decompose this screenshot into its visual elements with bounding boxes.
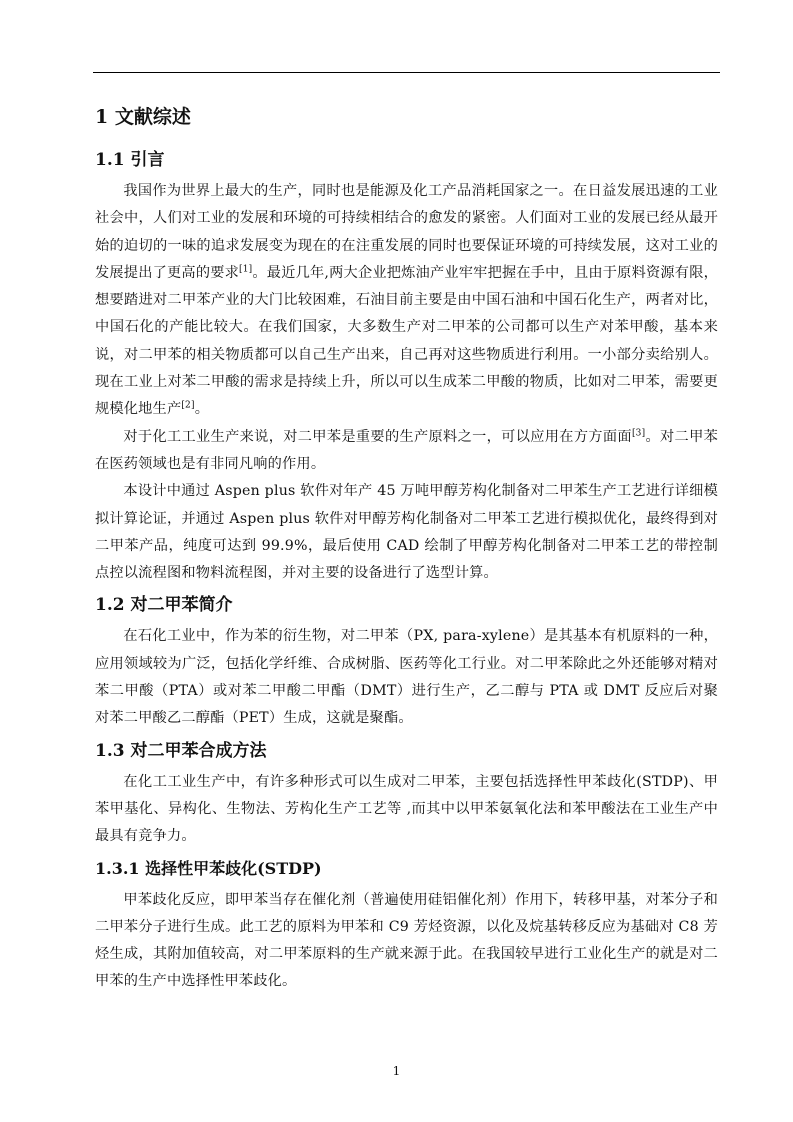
paragraph-text: 对于化工工业生产来说，对二甲苯是重要的生产原料之一，可以应用在方方面面 xyxy=(123,428,632,445)
paragraph-1-1-a xyxy=(95,178,718,424)
header-rule xyxy=(93,72,720,73)
paragraph-text: 。 xyxy=(194,401,210,418)
citation-2: [2] xyxy=(181,400,195,411)
document-body xyxy=(95,96,718,996)
citation-1: [1] xyxy=(239,264,253,275)
citation-3: [3] xyxy=(631,427,646,438)
page-number: 1 xyxy=(392,1064,401,1078)
paragraph-1-1-b xyxy=(95,424,718,479)
section-title-1-2: 1.2 对二甲苯简介 xyxy=(95,595,233,616)
paragraph-1-2: 在石化工业中，作为苯的衍生物，对二甲苯（PX, para-xylene）是其基本有机原料的一种，应用领域较为广泛，包括化学纤维、合成树脂、医药等化工行业。对二甲苯除此之外还能够对精对苯二甲酸（PTA）或对苯二甲酸二甲酯（DMT）进行生产，乙二醇与 PTA 或 DMT 反应后对聚对苯二甲酸乙二醇酯（PET）生成，这就是聚酯。 xyxy=(95,628,718,727)
paragraph-1-3: 在化工工业生产中，有许多种形式可以生成对二甲苯，主要包括选择性甲苯歧化(STDP)、甲苯甲基化、异构化、生物法、芳构化生产工艺等 ,而其中以甲苯氨氧化法和苯甲酸法在工业生产中最具有竞争力。 xyxy=(95,773,718,845)
paragraph-text: 我国作为世界上最大的生产，同时也是能源及化工产品消耗国家之一。在日益发展迅速的工业社会中，人们对工业的发展和环境的可持续相结合的愈发的紧密。人们面对工业的发展已经从最开始的迫切的一味的追求发展变为现在的在注重发展的同时也要保证环境的可持续发展，这对工业的发展提出了更高的要求 xyxy=(95,183,718,281)
section-title-1-3-1: 1.3.1 选择性甲苯歧化(STDP) xyxy=(95,858,322,878)
chapter-title: 1 文献综述 xyxy=(95,106,191,128)
paragraph-1-3-1: 甲苯歧化反应，即甲苯当存在催化剂（普遍使用硅铝催化剂）作用下，转移甲基，对苯分子和二甲苯分子进行生成。此工艺的原料为甲苯和 C9 芳烃资源，以化及烷基转移反应为基础对 C8 芳烃生成，其附加值较高，对二甲苯原料的生产就来源于此。在我国较早进行工业化生产的就是对二甲苯的生产中选择性甲苯歧化。 xyxy=(95,891,718,990)
section-title-1-1: 1.1 引言 xyxy=(95,150,165,170)
paragraph-1-1-c: 本设计中通过 Aspen plus 软件对年产 45 万吨甲醇芳构化制备对二甲苯生产工艺进行详细模拟计算论证，并通过 Aspen plus 软件对甲醇芳构化制备对二甲苯工艺进行模拟优化，最终得到对二甲苯产品，纯度可达到 99.9%，最后使用 CAD 绘制了甲醇芳构化制备对二甲苯工艺的带控制点控以流程图和物料流程图，并对主要的设备进行了选型计算。 xyxy=(95,483,718,582)
section-title-1-3: 1.3 对二甲苯合成方法 xyxy=(95,740,267,761)
paragraph-text: 。对二甲苯在医药领域也是有非同凡响的作用。 xyxy=(95,428,718,472)
paragraph-text: 。最近几年,两大企业把炼油产业牢牢把握在手中，且由于原料资源有限，想要踏进对二甲苯产业的大门比较困难，石油目前主要是由中国石油和中国石化生产，两者对比，中国石化的产能比较大。在我们国家，大多数生产对二甲苯的公司都可以生产对苯甲酸，基本来说，对二甲苯的相关物质都可以自己生产出来，自己再对这些物质进行利用。一小部分卖给别人。现在工业上对苯二甲酸的需求是持续上升，所以可以生成苯二甲酸的物质，比如对二甲苯，需要更规模化地生产 xyxy=(95,264,718,418)
